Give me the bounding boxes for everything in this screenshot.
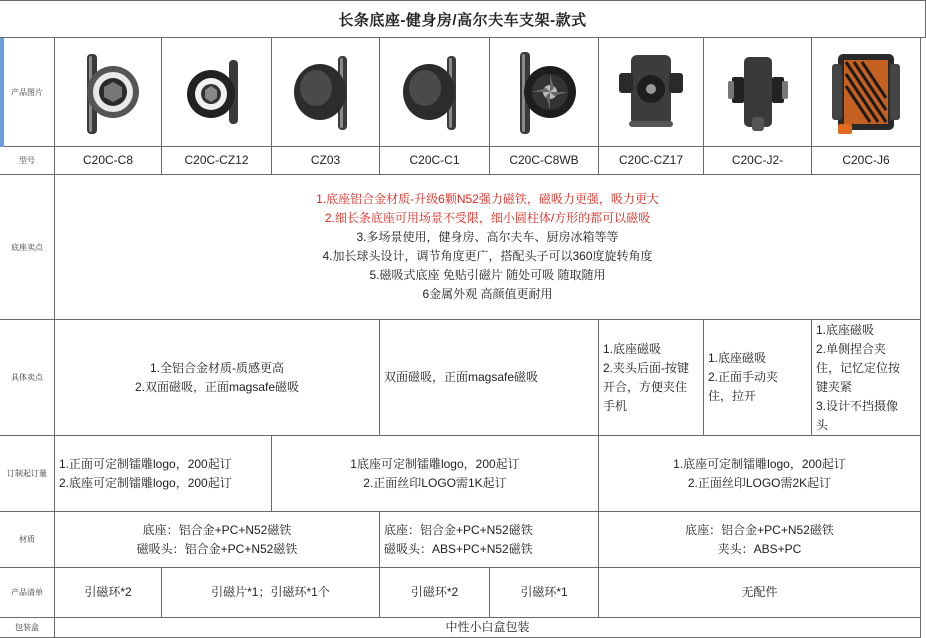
base-feature-line: 4.加长球头设计，调节角度更广，搭配头子可以360度旋转角度 [322, 249, 653, 263]
customization-line: 1底座可定制镭雕logo，200起订 [350, 456, 520, 471]
customization-cell-c[interactable] [599, 436, 921, 512]
customization-a-lines [59, 455, 232, 493]
product-image-cell-7[interactable] [704, 38, 812, 147]
customization-cell-b[interactable] [272, 436, 599, 512]
base-feature-line: 3.多场景使用，健身房、高尔夫车、厨房冰箱等等 [356, 230, 619, 244]
specific-features-c-lines [603, 340, 689, 416]
feature-line: 1.底座磁吸 [708, 351, 767, 365]
customization-cell-a[interactable] [55, 436, 272, 512]
base-feature-line: 2.细长条底座可用场景不受限，细小圆柱体/方形的都可以磁吸 [324, 211, 651, 225]
customization-c-lines [673, 455, 846, 493]
sheet-title[interactable]: 长条底座-健身房/高尔夫车支架-款式 [0, 0, 926, 38]
customization-b-lines [350, 455, 519, 493]
packaging-cell[interactable]: 中性小白盒包装 [55, 618, 921, 638]
feature-line: 手机 [603, 398, 628, 413]
customization-line: 1.底座可定制镭雕logo，200起订 [673, 456, 846, 471]
package-list-cell-d[interactable]: 引磁环*1 [490, 568, 599, 618]
base-feature-line: 5.磁吸式底座 免贴引磁片 随处可吸 随取随用 [369, 268, 606, 282]
round-magnetic-head-icon [395, 50, 475, 134]
feature-line: 住，记忆定位按 [816, 360, 901, 375]
feature-line: 1.全铝合金材质-质感更高 [149, 360, 284, 375]
product-image-cell-6[interactable] [599, 38, 704, 147]
base-feature-line: 6金属外观 高颜值更耐用 [422, 287, 553, 301]
package-list-cell-b[interactable]: 引磁片*1；引磁环*1个 [162, 568, 380, 618]
model-cell-7[interactable]: C20C-J2- [704, 147, 812, 175]
feature-line: 2.正面手动夹 [708, 370, 779, 384]
phone-clamp-mount-icon [718, 47, 798, 137]
package-list-cell-e[interactable]: 无配件 [599, 568, 921, 618]
specific-features-cell-e[interactable] [812, 320, 921, 436]
specific-features-cell-b[interactable] [380, 320, 599, 436]
model-cell-2[interactable]: C20C-CZ12 [162, 147, 272, 175]
specific-features-d-lines [708, 349, 778, 406]
material-line: 磁吸头：铝合金+PC+N52磁铁 [136, 541, 298, 556]
material-a-lines [137, 521, 298, 559]
product-image-cell-4[interactable] [380, 38, 490, 147]
row-label-packaging[interactable]: 包装盒 [0, 618, 55, 638]
model-cell-6[interactable]: C20C-CZ17 [599, 147, 704, 175]
material-line: 底座：铝合金+PC+N52磁铁 [685, 522, 834, 537]
row-label-package-list[interactable]: 产品清单 [0, 568, 55, 618]
round-magnetic-head-icon [286, 50, 366, 134]
feature-line: 2.单侧捏合夹 [816, 341, 887, 356]
feature-line: 双面磁吸，正面magsafe磁吸 [384, 370, 539, 384]
specific-features-cell-a[interactable] [55, 320, 380, 436]
clamp-fan-mount-icon [611, 47, 691, 137]
material-cell-a[interactable] [55, 512, 380, 568]
cooling-fan-mount-icon [506, 44, 582, 140]
row-label-base-features[interactable]: 底座卖点 [0, 175, 55, 320]
material-b-lines [384, 521, 533, 559]
specific-features-cell-c[interactable] [599, 320, 704, 436]
material-cell-c[interactable] [599, 512, 921, 568]
row-label-specific-features[interactable]: 具体卖点 [0, 320, 55, 436]
feature-line: 头 [816, 417, 829, 432]
material-cell-b[interactable] [380, 512, 599, 568]
feature-line: 2.夹头后面-按键 [603, 360, 690, 375]
row-label-model[interactable]: 型号 [0, 147, 55, 175]
product-image-cell-5[interactable] [490, 38, 599, 147]
customization-line: 1.正面可定制镭雕logo，200起订 [59, 456, 232, 471]
package-list-cell-a[interactable]: 引磁环*2 [55, 568, 162, 618]
customization-line: 2.底座可定制镭雕logo，200起订 [59, 475, 232, 490]
feature-line: 键夹紧 [816, 379, 853, 394]
base-features-cell[interactable] [55, 175, 921, 320]
feature-line: 开合，方便夹住 [603, 379, 688, 394]
model-cell-5[interactable]: C20C-C8WB [490, 147, 599, 175]
material-line: 底座：铝合金+PC+N52磁铁 [142, 522, 292, 537]
material-line: 磁吸头：ABS+PC+N52磁铁 [384, 541, 533, 556]
model-cell-8[interactable]: C20C-J6 [812, 147, 921, 175]
specific-features-cell-d[interactable] [704, 320, 812, 436]
feature-line: 住，拉开 [708, 389, 757, 403]
carbon-clamp-mount-icon [824, 44, 908, 140]
feature-line: 2.双面磁吸，正面magsafe磁吸 [134, 379, 300, 394]
magnetic-disc-mount-icon [177, 52, 257, 132]
selection-marker [0, 38, 4, 147]
material-c-lines [685, 521, 834, 559]
model-cell-3[interactable]: CZ03 [272, 147, 380, 175]
feature-line: 1.底座磁吸 [603, 341, 662, 356]
magnetic-ring-mount-icon [73, 44, 143, 140]
specific-features-a-lines [135, 359, 299, 397]
product-image-cell-2[interactable] [162, 38, 272, 147]
feature-line: 1.底座磁吸 [816, 322, 875, 337]
model-cell-1[interactable]: C20C-C8 [55, 147, 162, 175]
base-feature-line: 1.底座铝合金材质-升级6颗N52强力磁铁，磁吸力更强，吸力更大 [316, 192, 659, 206]
specific-features-e-lines [816, 321, 900, 435]
customization-line: 2.正面丝印LOGO需1K起订 [363, 475, 507, 490]
base-features-list [316, 190, 659, 304]
row-label-material[interactable]: 材质 [0, 512, 55, 568]
product-image-cell-8[interactable] [812, 38, 921, 147]
model-cell-4[interactable]: C20C-C1 [380, 147, 490, 175]
customization-line: 2.正面丝印LOGO需2K起订 [687, 475, 832, 490]
material-line: 夹头：ABS+PC [717, 541, 802, 556]
package-list-cell-c[interactable]: 引磁环*2 [380, 568, 490, 618]
product-image-cell-3[interactable] [272, 38, 380, 147]
row-label-images[interactable]: 产品图片 [0, 38, 55, 147]
material-line: 底座：铝合金+PC+N52磁铁 [384, 522, 533, 537]
row-label-customization[interactable]: 订制起订量 [0, 436, 55, 512]
product-image-cell-1[interactable] [55, 38, 162, 147]
feature-line: 3.设计不挡摄像 [816, 398, 899, 413]
